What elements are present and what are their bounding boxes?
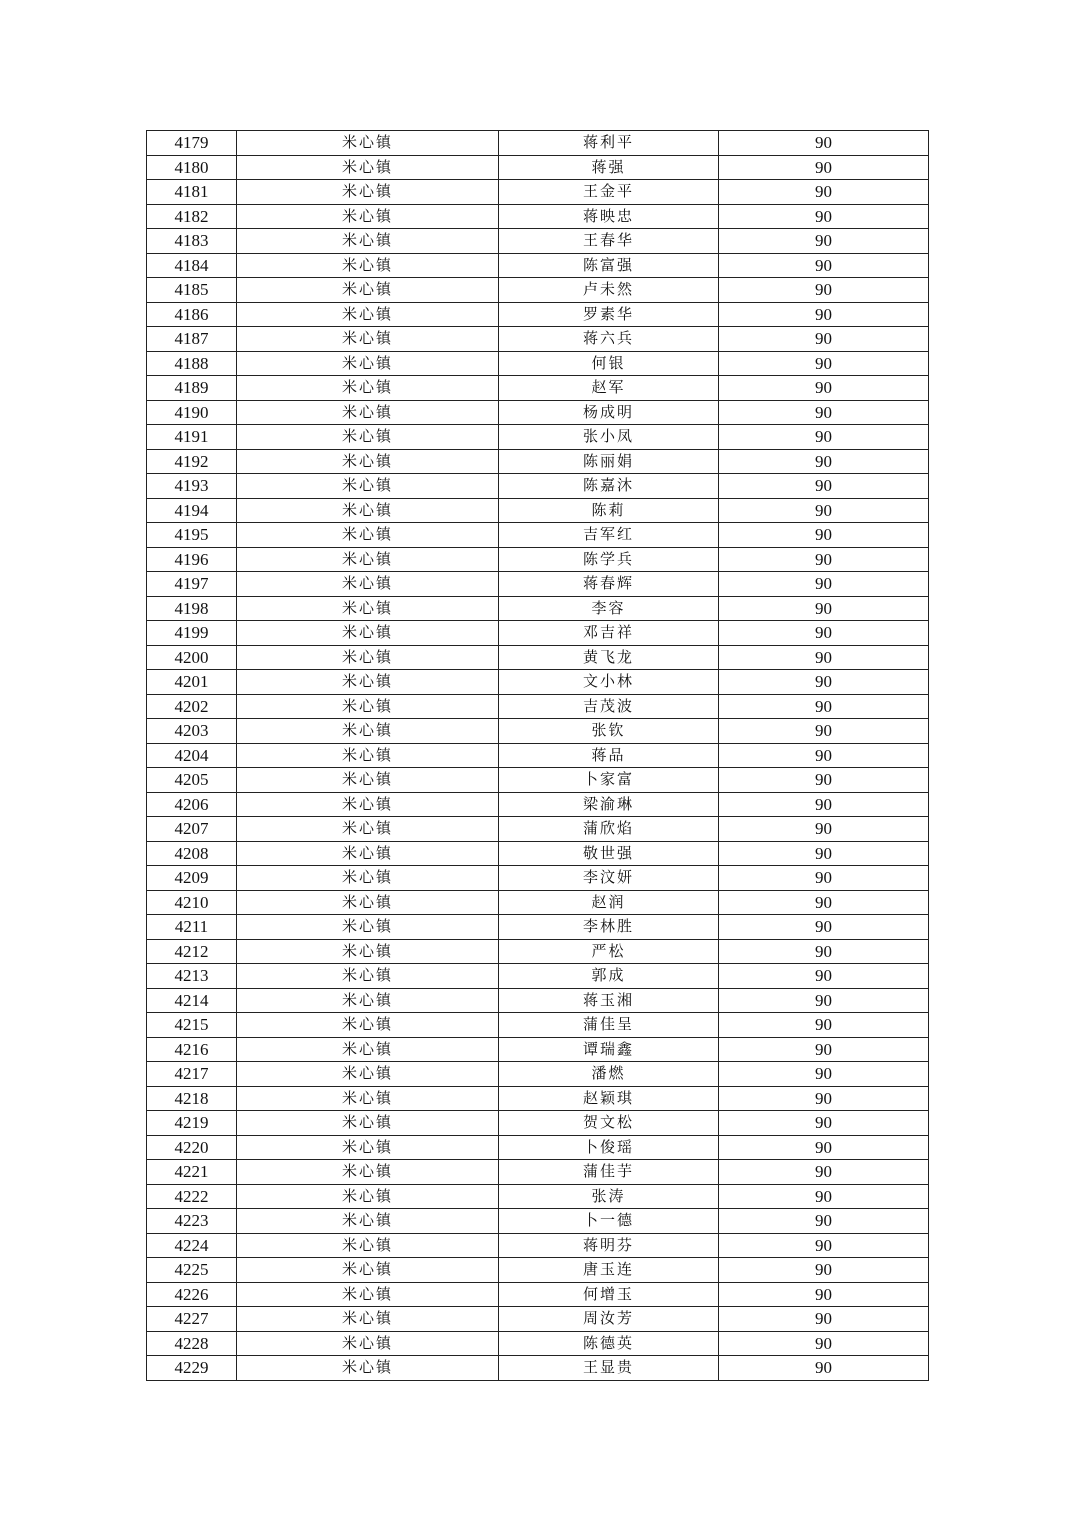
table-row — [147, 449, 929, 474]
score-cell: 90 — [719, 155, 929, 180]
town-cell: 米心镇 — [237, 327, 499, 352]
town-cell: 米心镇 — [237, 498, 499, 523]
score-cell: 90 — [719, 327, 929, 352]
row-number-cell: 4190 — [147, 400, 237, 425]
town-cell: 米心镇 — [237, 939, 499, 964]
table-row — [147, 1356, 929, 1381]
town-cell: 米心镇 — [237, 1013, 499, 1038]
person-name-cell: 黄飞龙 — [499, 645, 719, 670]
person-name-cell: 杨成明 — [499, 400, 719, 425]
row-number-cell: 4209 — [147, 866, 237, 891]
table-row — [147, 964, 929, 989]
score-cell: 90 — [719, 1160, 929, 1185]
score-cell: 90 — [719, 1258, 929, 1283]
table-row — [147, 1233, 929, 1258]
row-number-cell: 4214 — [147, 988, 237, 1013]
town-cell: 米心镇 — [237, 1184, 499, 1209]
row-number-cell: 4196 — [147, 547, 237, 572]
table-row — [147, 302, 929, 327]
person-name-cell: 梁渝琳 — [499, 792, 719, 817]
person-name-cell: 何银 — [499, 351, 719, 376]
score-cell: 90 — [719, 1013, 929, 1038]
table-row — [147, 817, 929, 842]
table-row — [147, 768, 929, 793]
person-name-cell: 卜俊瑶 — [499, 1135, 719, 1160]
row-number-cell: 4203 — [147, 719, 237, 744]
person-name-cell: 贺文松 — [499, 1111, 719, 1136]
table-row — [147, 204, 929, 229]
score-cell: 90 — [719, 1135, 929, 1160]
table-row — [147, 1282, 929, 1307]
row-number-cell: 4222 — [147, 1184, 237, 1209]
person-name-cell: 蒋玉湘 — [499, 988, 719, 1013]
person-name-cell: 陈富强 — [499, 253, 719, 278]
town-cell: 米心镇 — [237, 988, 499, 1013]
person-name-cell: 李汶妍 — [499, 866, 719, 891]
roster-table — [146, 130, 929, 1381]
row-number-cell: 4219 — [147, 1111, 237, 1136]
table-row — [147, 792, 929, 817]
person-name-cell: 陈学兵 — [499, 547, 719, 572]
person-name-cell: 卢未然 — [499, 278, 719, 303]
person-name-cell: 蒋品 — [499, 743, 719, 768]
score-cell: 90 — [719, 964, 929, 989]
person-name-cell: 李林胜 — [499, 915, 719, 940]
score-cell: 90 — [719, 131, 929, 156]
row-number-cell: 4207 — [147, 817, 237, 842]
row-number-cell: 4218 — [147, 1086, 237, 1111]
score-cell: 90 — [719, 1331, 929, 1356]
town-cell: 米心镇 — [237, 1086, 499, 1111]
score-cell: 90 — [719, 1307, 929, 1332]
person-name-cell: 何增玉 — [499, 1282, 719, 1307]
score-cell: 90 — [719, 1086, 929, 1111]
score-cell: 90 — [719, 694, 929, 719]
table-row — [147, 376, 929, 401]
score-cell: 90 — [719, 866, 929, 891]
table-row — [147, 523, 929, 548]
score-cell: 90 — [719, 1356, 929, 1381]
score-cell: 90 — [719, 376, 929, 401]
row-number-cell: 4200 — [147, 645, 237, 670]
table-row — [147, 719, 929, 744]
town-cell: 米心镇 — [237, 1160, 499, 1185]
person-name-cell: 赵军 — [499, 376, 719, 401]
town-cell: 米心镇 — [237, 596, 499, 621]
table-row — [147, 400, 929, 425]
row-number-cell: 4205 — [147, 768, 237, 793]
person-name-cell: 吉茂波 — [499, 694, 719, 719]
person-name-cell: 蒲佳呈 — [499, 1013, 719, 1038]
town-cell: 米心镇 — [237, 1111, 499, 1136]
score-cell: 90 — [719, 890, 929, 915]
row-number-cell: 4213 — [147, 964, 237, 989]
score-cell: 90 — [719, 547, 929, 572]
person-name-cell: 陈丽娟 — [499, 449, 719, 474]
score-cell: 90 — [719, 474, 929, 499]
person-name-cell: 陈德英 — [499, 1331, 719, 1356]
row-number-cell: 4206 — [147, 792, 237, 817]
table-row — [147, 1013, 929, 1038]
score-cell: 90 — [719, 1233, 929, 1258]
person-name-cell: 蒋利平 — [499, 131, 719, 156]
town-cell: 米心镇 — [237, 1135, 499, 1160]
person-name-cell: 王春华 — [499, 229, 719, 254]
town-cell: 米心镇 — [237, 302, 499, 327]
score-cell: 90 — [719, 596, 929, 621]
row-number-cell: 4215 — [147, 1013, 237, 1038]
roster-table-body — [147, 131, 929, 1381]
town-cell: 米心镇 — [237, 719, 499, 744]
table-row — [147, 498, 929, 523]
row-number-cell: 4186 — [147, 302, 237, 327]
table-row — [147, 939, 929, 964]
table-row — [147, 1111, 929, 1136]
town-cell: 米心镇 — [237, 204, 499, 229]
person-name-cell: 赵润 — [499, 890, 719, 915]
score-cell: 90 — [719, 1062, 929, 1087]
person-name-cell: 周汝芳 — [499, 1307, 719, 1332]
table-row — [147, 670, 929, 695]
table-row — [147, 180, 929, 205]
town-cell: 米心镇 — [237, 792, 499, 817]
table-row — [147, 155, 929, 180]
score-cell: 90 — [719, 768, 929, 793]
row-number-cell: 4181 — [147, 180, 237, 205]
person-name-cell: 张小凤 — [499, 425, 719, 450]
table-row — [147, 1160, 929, 1185]
score-cell: 90 — [719, 988, 929, 1013]
table-row — [147, 621, 929, 646]
town-cell: 米心镇 — [237, 621, 499, 646]
town-cell: 米心镇 — [237, 866, 499, 891]
score-cell: 90 — [719, 498, 929, 523]
table-row — [147, 351, 929, 376]
table-row — [147, 1086, 929, 1111]
town-cell: 米心镇 — [237, 425, 499, 450]
row-number-cell: 4189 — [147, 376, 237, 401]
person-name-cell: 蒋强 — [499, 155, 719, 180]
table-row — [147, 988, 929, 1013]
town-cell: 米心镇 — [237, 1307, 499, 1332]
town-cell: 米心镇 — [237, 351, 499, 376]
table-row — [147, 572, 929, 597]
score-cell: 90 — [719, 939, 929, 964]
row-number-cell: 4227 — [147, 1307, 237, 1332]
row-number-cell: 4192 — [147, 449, 237, 474]
table-row — [147, 278, 929, 303]
score-cell: 90 — [719, 229, 929, 254]
table-row — [147, 866, 929, 891]
row-number-cell: 4229 — [147, 1356, 237, 1381]
person-name-cell: 罗素华 — [499, 302, 719, 327]
row-number-cell: 4225 — [147, 1258, 237, 1283]
town-cell: 米心镇 — [237, 1356, 499, 1381]
person-name-cell: 卜一德 — [499, 1209, 719, 1234]
row-number-cell: 4217 — [147, 1062, 237, 1087]
row-number-cell: 4195 — [147, 523, 237, 548]
score-cell: 90 — [719, 278, 929, 303]
person-name-cell: 文小林 — [499, 670, 719, 695]
score-cell: 90 — [719, 1037, 929, 1062]
table-row — [147, 890, 929, 915]
person-name-cell: 谭瑞鑫 — [499, 1037, 719, 1062]
score-cell: 90 — [719, 719, 929, 744]
score-cell: 90 — [719, 572, 929, 597]
town-cell: 米心镇 — [237, 1233, 499, 1258]
row-number-cell: 4226 — [147, 1282, 237, 1307]
score-cell: 90 — [719, 425, 929, 450]
person-name-cell: 蒋春辉 — [499, 572, 719, 597]
table-row — [147, 229, 929, 254]
row-number-cell: 4197 — [147, 572, 237, 597]
town-cell: 米心镇 — [237, 229, 499, 254]
town-cell: 米心镇 — [237, 278, 499, 303]
row-number-cell: 4201 — [147, 670, 237, 695]
score-cell: 90 — [719, 1209, 929, 1234]
person-name-cell: 敬世强 — [499, 841, 719, 866]
person-name-cell: 卜家富 — [499, 768, 719, 793]
row-number-cell: 4199 — [147, 621, 237, 646]
person-name-cell: 蒋映忠 — [499, 204, 719, 229]
row-number-cell: 4220 — [147, 1135, 237, 1160]
town-cell: 米心镇 — [237, 474, 499, 499]
table-row — [147, 1037, 929, 1062]
score-cell: 90 — [719, 204, 929, 229]
town-cell: 米心镇 — [237, 547, 499, 572]
score-cell: 90 — [719, 670, 929, 695]
person-name-cell: 潘燃 — [499, 1062, 719, 1087]
row-number-cell: 4211 — [147, 915, 237, 940]
table-row — [147, 1135, 929, 1160]
town-cell: 米心镇 — [237, 400, 499, 425]
score-cell: 90 — [719, 792, 929, 817]
table-row — [147, 1062, 929, 1087]
row-number-cell: 4228 — [147, 1331, 237, 1356]
row-number-cell: 4187 — [147, 327, 237, 352]
town-cell: 米心镇 — [237, 131, 499, 156]
town-cell: 米心镇 — [237, 670, 499, 695]
score-cell: 90 — [719, 1111, 929, 1136]
row-number-cell: 4188 — [147, 351, 237, 376]
town-cell: 米心镇 — [237, 523, 499, 548]
town-cell: 米心镇 — [237, 1037, 499, 1062]
town-cell: 米心镇 — [237, 1331, 499, 1356]
town-cell: 米心镇 — [237, 1062, 499, 1087]
row-number-cell: 4224 — [147, 1233, 237, 1258]
table-row — [147, 474, 929, 499]
person-name-cell: 蒋六兵 — [499, 327, 719, 352]
person-name-cell: 张涛 — [499, 1184, 719, 1209]
town-cell: 米心镇 — [237, 841, 499, 866]
table-row — [147, 645, 929, 670]
town-cell: 米心镇 — [237, 890, 499, 915]
score-cell: 90 — [719, 351, 929, 376]
person-name-cell: 王金平 — [499, 180, 719, 205]
row-number-cell: 4191 — [147, 425, 237, 450]
town-cell: 米心镇 — [237, 817, 499, 842]
person-name-cell: 陈莉 — [499, 498, 719, 523]
score-cell: 90 — [719, 621, 929, 646]
row-number-cell: 4210 — [147, 890, 237, 915]
town-cell: 米心镇 — [237, 1258, 499, 1283]
score-cell: 90 — [719, 449, 929, 474]
score-cell: 90 — [719, 743, 929, 768]
town-cell: 米心镇 — [237, 449, 499, 474]
score-cell: 90 — [719, 1282, 929, 1307]
town-cell: 米心镇 — [237, 253, 499, 278]
row-number-cell: 4208 — [147, 841, 237, 866]
score-cell: 90 — [719, 400, 929, 425]
town-cell: 米心镇 — [237, 743, 499, 768]
town-cell: 米心镇 — [237, 694, 499, 719]
town-cell: 米心镇 — [237, 645, 499, 670]
score-cell: 90 — [719, 253, 929, 278]
table-row — [147, 694, 929, 719]
row-number-cell: 4223 — [147, 1209, 237, 1234]
row-number-cell: 4193 — [147, 474, 237, 499]
person-name-cell: 陈嘉沐 — [499, 474, 719, 499]
person-name-cell: 王显贵 — [499, 1356, 719, 1381]
row-number-cell: 4202 — [147, 694, 237, 719]
town-cell: 米心镇 — [237, 155, 499, 180]
score-cell: 90 — [719, 523, 929, 548]
person-name-cell: 李容 — [499, 596, 719, 621]
score-cell: 90 — [719, 1184, 929, 1209]
town-cell: 米心镇 — [237, 180, 499, 205]
person-name-cell: 蒲佳芋 — [499, 1160, 719, 1185]
person-name-cell: 唐玉连 — [499, 1258, 719, 1283]
row-number-cell: 4182 — [147, 204, 237, 229]
table-row — [147, 327, 929, 352]
score-cell: 90 — [719, 841, 929, 866]
table-row — [147, 841, 929, 866]
person-name-cell: 邓吉祥 — [499, 621, 719, 646]
score-cell: 90 — [719, 645, 929, 670]
table-row — [147, 425, 929, 450]
person-name-cell: 吉军红 — [499, 523, 719, 548]
row-number-cell: 4221 — [147, 1160, 237, 1185]
table-row — [147, 1209, 929, 1234]
town-cell: 米心镇 — [237, 915, 499, 940]
person-name-cell: 严松 — [499, 939, 719, 964]
score-cell: 90 — [719, 915, 929, 940]
person-name-cell: 蒋明芬 — [499, 1233, 719, 1258]
row-number-cell: 4183 — [147, 229, 237, 254]
row-number-cell: 4198 — [147, 596, 237, 621]
person-name-cell: 蒲欣焰 — [499, 817, 719, 842]
table-row — [147, 743, 929, 768]
person-name-cell: 郭成 — [499, 964, 719, 989]
score-cell: 90 — [719, 817, 929, 842]
row-number-cell: 4216 — [147, 1037, 237, 1062]
row-number-cell: 4194 — [147, 498, 237, 523]
table-row — [147, 131, 929, 156]
table-row — [147, 915, 929, 940]
row-number-cell: 4204 — [147, 743, 237, 768]
row-number-cell: 4179 — [147, 131, 237, 156]
row-number-cell: 4184 — [147, 253, 237, 278]
person-name-cell: 赵颖琪 — [499, 1086, 719, 1111]
town-cell: 米心镇 — [237, 1209, 499, 1234]
table-row — [147, 1258, 929, 1283]
town-cell: 米心镇 — [237, 964, 499, 989]
table-row — [147, 1307, 929, 1332]
row-number-cell: 4212 — [147, 939, 237, 964]
score-cell: 90 — [719, 302, 929, 327]
town-cell: 米心镇 — [237, 768, 499, 793]
score-cell: 90 — [719, 180, 929, 205]
table-row — [147, 547, 929, 572]
row-number-cell: 4185 — [147, 278, 237, 303]
person-name-cell: 张钦 — [499, 719, 719, 744]
table-row — [147, 1184, 929, 1209]
table-row — [147, 1331, 929, 1356]
town-cell: 米心镇 — [237, 1282, 499, 1307]
town-cell: 米心镇 — [237, 376, 499, 401]
town-cell: 米心镇 — [237, 572, 499, 597]
row-number-cell: 4180 — [147, 155, 237, 180]
table-row — [147, 253, 929, 278]
table-row — [147, 596, 929, 621]
